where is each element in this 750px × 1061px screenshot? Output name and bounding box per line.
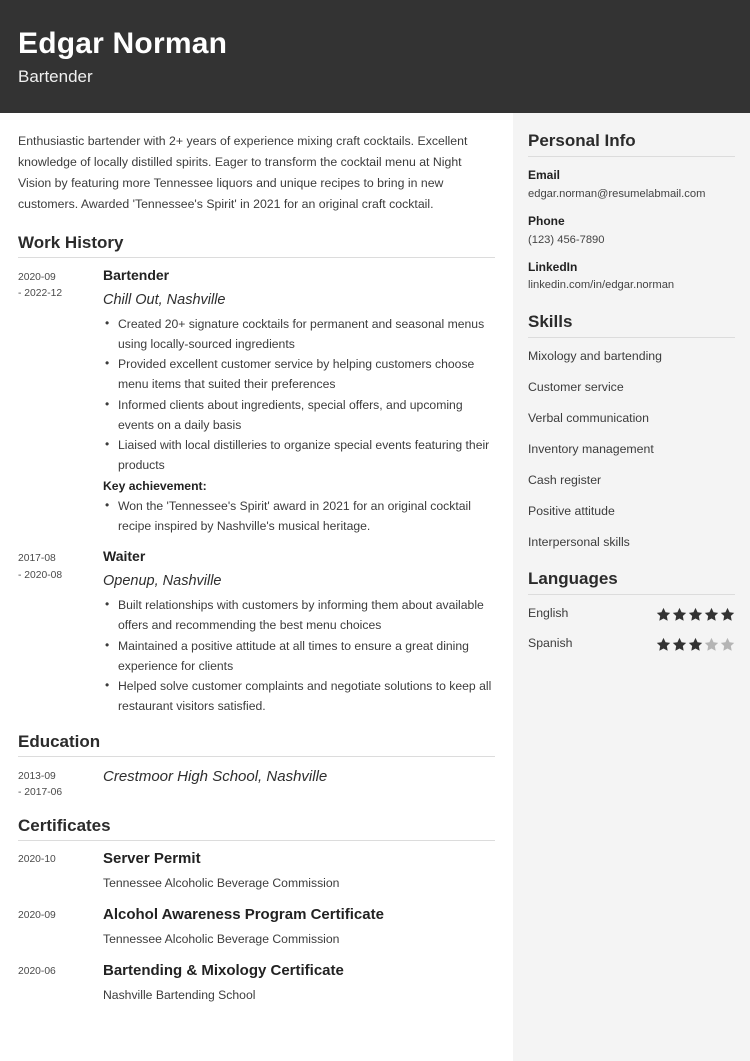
education-entry-body xyxy=(103,766,495,787)
sidebar-heading-skills: Skills xyxy=(528,311,573,331)
list-item: • Created 20+ signature cocktails for permanent and seasonal menus using locally-sourced ingredients xyxy=(103,315,495,355)
education-entry-date-start: 2013-09 xyxy=(18,771,56,783)
certificate-entry-date xyxy=(18,962,103,980)
personal-info-item-email xyxy=(528,168,735,202)
work-entry xyxy=(18,548,495,718)
certificate-title: Bartending & Mixology Certificate xyxy=(103,962,344,980)
personal-info-item-phone xyxy=(528,214,735,248)
sidebar-section-personal-info xyxy=(528,131,735,294)
key-achievement-label: Key achievement: xyxy=(103,479,207,493)
star-filled-icon xyxy=(672,637,687,652)
language-row xyxy=(528,606,735,622)
list-item: • Liaised with local distilleries to organize special events featuring their products xyxy=(103,436,495,476)
section-divider xyxy=(18,840,495,841)
language-rating-stars xyxy=(656,637,735,652)
education-entry-dates xyxy=(18,766,103,802)
personal-info-label: Email xyxy=(528,168,561,183)
list-item: Interpersonal skills xyxy=(528,534,630,549)
section-divider xyxy=(18,756,495,757)
list-item: Positive attitude xyxy=(528,503,615,518)
language-row xyxy=(528,636,735,652)
list-item: Inventory management xyxy=(528,441,654,456)
work-entry-date-start: 2017-08 xyxy=(18,553,56,565)
star-filled-icon xyxy=(704,607,719,622)
phone-value[interactable]: (123) 456-7890 xyxy=(528,233,605,246)
email-value[interactable]: edgar.norman@resumelabmail.com xyxy=(528,187,706,200)
resume-body xyxy=(0,113,750,1061)
star-empty-icon xyxy=(704,637,719,652)
sidebar-section-languages xyxy=(528,569,735,652)
certificate-entry xyxy=(18,906,495,948)
candidate-name: Edgar Norman xyxy=(18,26,228,60)
work-entry-bullets xyxy=(103,315,495,476)
certificate-title: Server Permit xyxy=(103,850,201,868)
professional-summary: Enthusiastic bartender with 2+ years of experience mixing craft cocktails. Excellent knowledge of locally distilled spirits. Eager to transform the cocktail menu at Night Vision by featuring more Tennessee liquors and unique recipes to bring in new customers. Awarded 'Tennessee's Spirit' in 2021 for an original craft cocktail. xyxy=(18,134,468,212)
section-education xyxy=(18,732,495,802)
certificate-entry xyxy=(18,962,495,1004)
work-entry-body xyxy=(103,267,495,537)
language-name: English xyxy=(528,606,569,621)
certificate-entry xyxy=(18,850,495,892)
star-filled-icon xyxy=(688,607,703,622)
list-item: • Helped solve customer complaints and negotiate solutions to keep all restaurant visitors satisfied. xyxy=(103,677,495,717)
education-entry-school: Crestmoor High School, Nashville xyxy=(103,768,328,786)
certificate-entry-date xyxy=(18,850,103,868)
certificate-issuer: Nashville Bartending School xyxy=(103,988,256,1003)
work-entry-dates xyxy=(18,267,103,303)
sidebar-section-skills xyxy=(528,312,735,551)
section-heading-certificates: Certificates xyxy=(18,815,111,835)
work-entry-role: Bartender xyxy=(103,266,170,283)
work-entry-bullets xyxy=(103,596,495,717)
section-divider xyxy=(18,257,495,258)
work-entry-dates xyxy=(18,548,103,584)
list-item: • Provided excellent customer service by helping customers choose menu items that suited their preferences xyxy=(103,355,495,395)
language-rating-stars xyxy=(656,607,735,622)
certificate-date-value: 2020-06 xyxy=(18,966,56,978)
certificate-title: Alcohol Awareness Program Certificate xyxy=(103,906,384,924)
star-filled-icon xyxy=(656,607,671,622)
personal-info-item-linkedin xyxy=(528,260,735,294)
sidebar-heading-personal-info: Personal Info xyxy=(528,131,636,150)
candidate-job-title: Bartender xyxy=(18,66,93,86)
linkedin-value[interactable]: linkedin.com/in/edgar.norman xyxy=(528,279,675,292)
work-entry-role: Waiter xyxy=(103,548,146,565)
personal-info-label: Phone xyxy=(528,214,565,229)
certificate-entry-body xyxy=(103,962,495,1004)
sidebar-heading-languages: Languages xyxy=(528,568,618,588)
list-item: • Won the 'Tennessee's Spirit' award in 2021 for an original cocktail recipe inspired by Nashville's musical heritage. xyxy=(103,497,495,537)
certificate-entry-body xyxy=(103,906,495,948)
list-item: Cash register xyxy=(528,472,602,487)
education-entry xyxy=(18,766,495,802)
list-item: • Informed clients about ingredients, special offers, and upcoming events on a daily basis xyxy=(103,396,495,436)
certificate-date-value: 2020-10 xyxy=(18,854,56,866)
certificate-issuer: Tennessee Alcoholic Beverage Commission xyxy=(103,932,340,947)
work-entry-body xyxy=(103,548,495,718)
language-name: Spanish xyxy=(528,636,573,651)
certificate-date-value: 2020-09 xyxy=(18,910,56,922)
section-heading-education: Education xyxy=(18,731,101,751)
list-item: Customer service xyxy=(528,379,624,394)
star-filled-icon xyxy=(720,607,735,622)
work-entry-achievement-bullets xyxy=(103,497,495,537)
certificate-entry-date xyxy=(18,906,103,924)
star-empty-icon xyxy=(720,637,735,652)
work-entry xyxy=(18,267,495,537)
main-column xyxy=(0,113,513,1061)
sidebar-divider xyxy=(528,156,735,157)
work-entry-company: Chill Out, Nashville xyxy=(103,291,226,308)
work-entry-company: Openup, Nashville xyxy=(103,573,222,590)
star-filled-icon xyxy=(688,637,703,652)
star-filled-icon xyxy=(656,637,671,652)
work-entry-date-end: - 2020-08 xyxy=(18,569,63,581)
work-entry-date-start: 2020-09 xyxy=(18,271,56,283)
list-item: • Built relationships with customers by informing them about available offers and recommending the best menu choices xyxy=(103,596,495,636)
section-work-history xyxy=(18,233,495,718)
sidebar xyxy=(513,113,750,1061)
resume-header xyxy=(0,0,750,113)
certificate-issuer: Tennessee Alcoholic Beverage Commission xyxy=(103,876,340,891)
section-heading-work-history: Work History xyxy=(18,232,124,252)
section-certificates xyxy=(18,816,495,1005)
list-item: Verbal communication xyxy=(528,410,649,425)
education-entry-date-end: - 2017-06 xyxy=(18,787,63,799)
sidebar-divider xyxy=(528,337,735,338)
personal-info-label: LinkedIn xyxy=(528,259,578,274)
certificate-entry-body xyxy=(103,850,495,892)
list-item: • Maintained a positive attitude at all times to ensure a great dining experience for clients xyxy=(103,637,495,677)
list-item: Mixology and bartending xyxy=(528,348,662,363)
sidebar-divider xyxy=(528,594,735,595)
star-filled-icon xyxy=(672,607,687,622)
work-entry-date-end: - 2022-12 xyxy=(18,288,63,300)
